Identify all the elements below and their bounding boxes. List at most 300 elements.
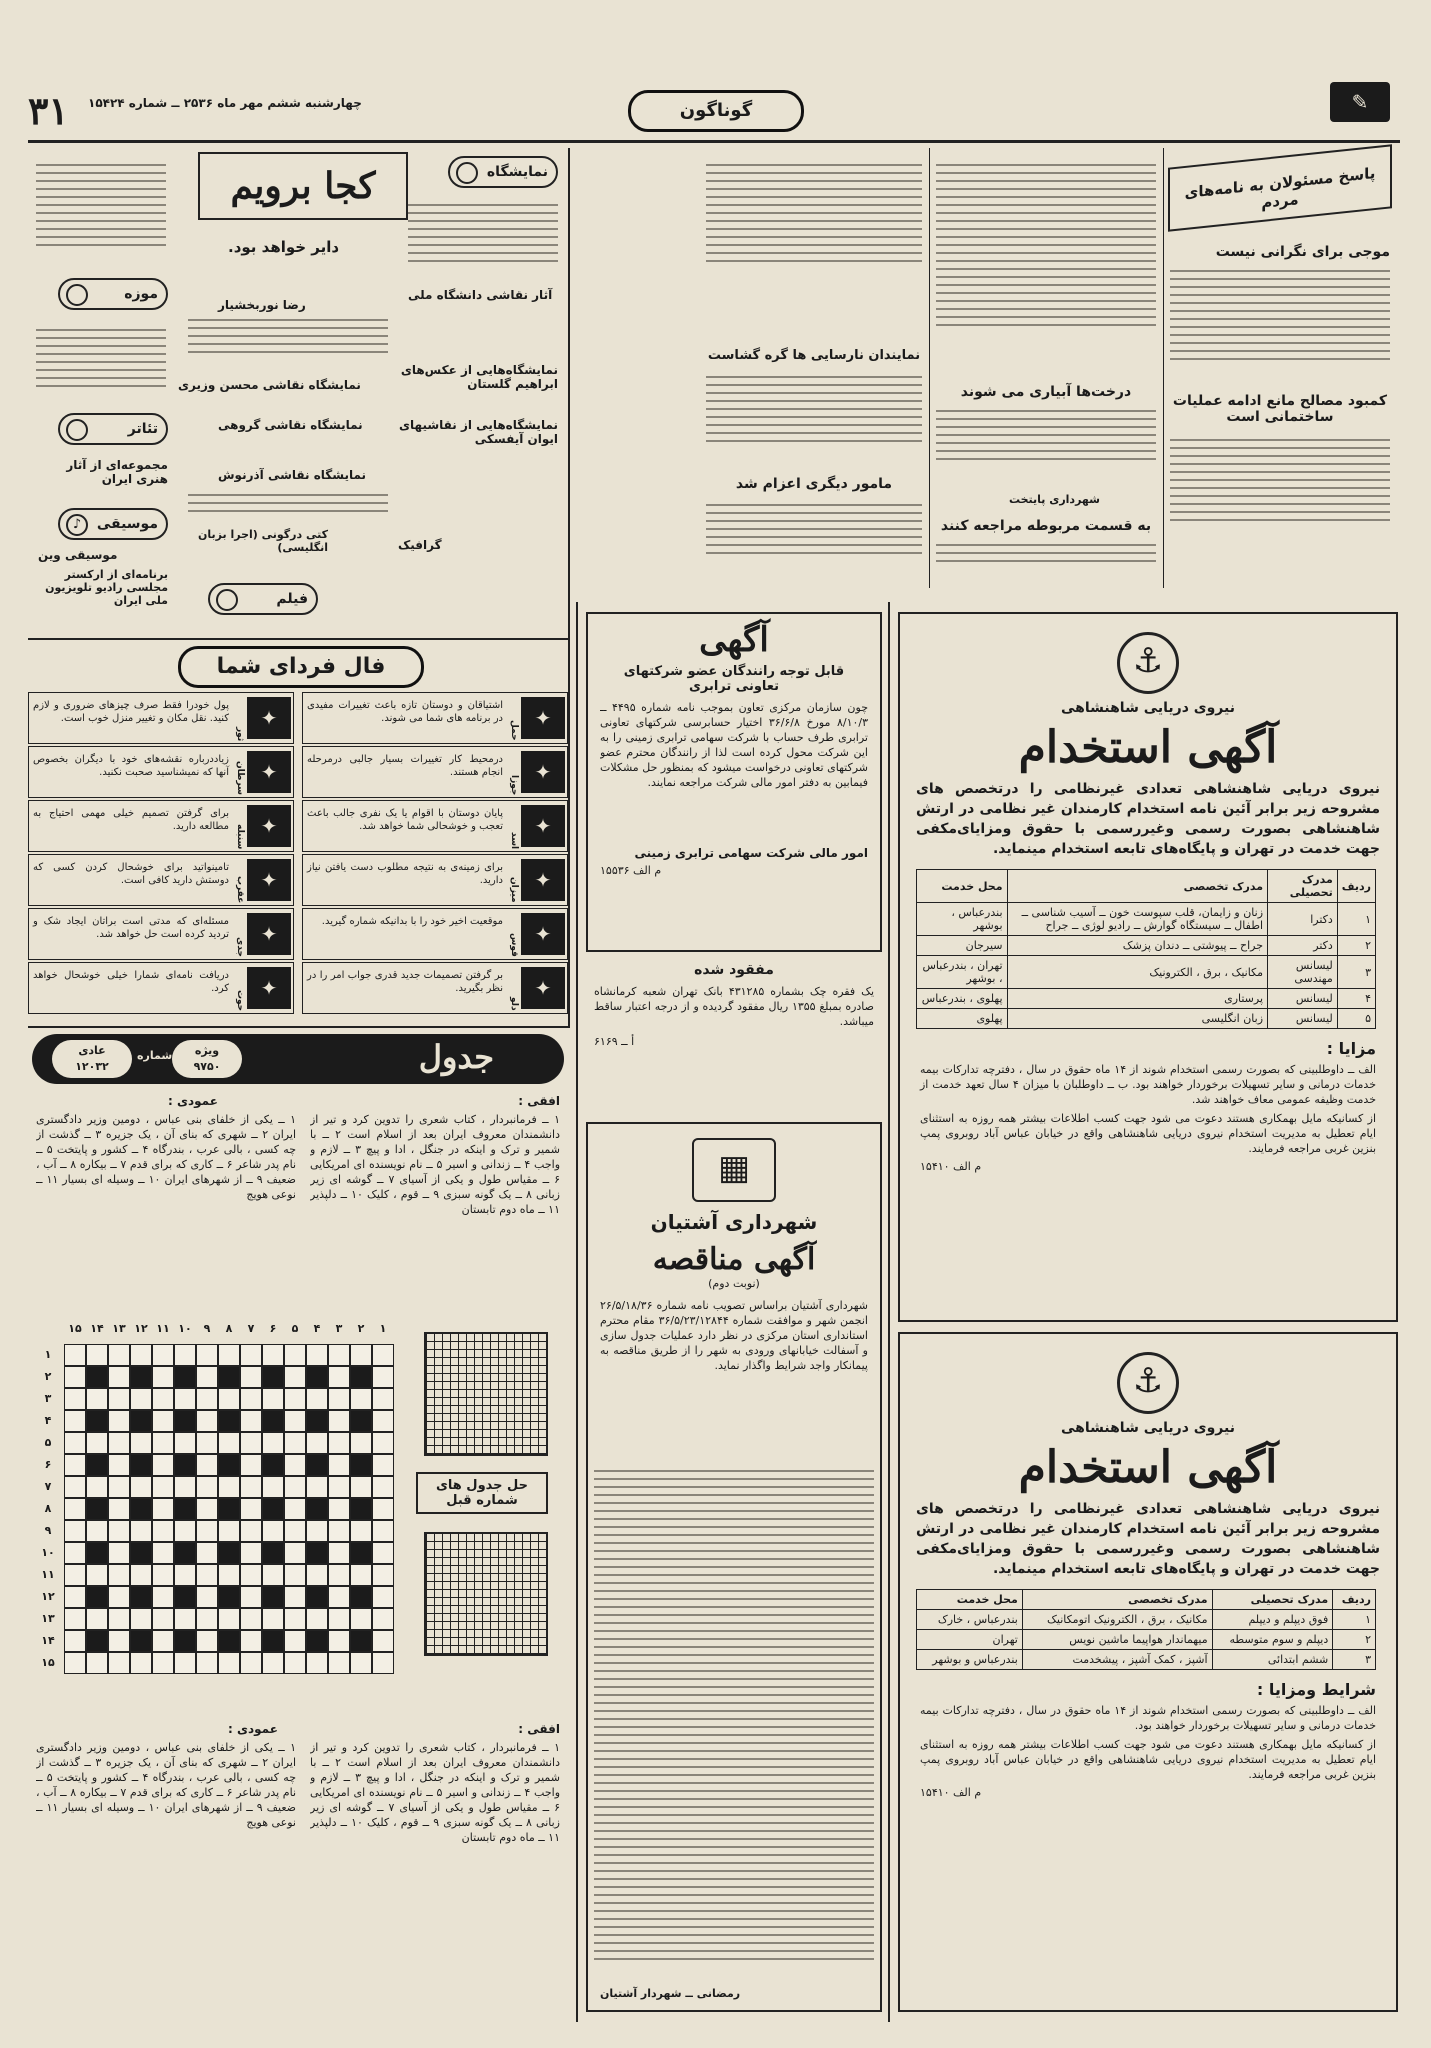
horoscope-text: دریافت نامه‌ای شمارا خیلی خوشحال خواهد کرد. [33, 970, 229, 994]
crossword-cell[interactable] [152, 1630, 174, 1652]
crossword-cell[interactable] [174, 1366, 196, 1388]
crossword-cell[interactable] [86, 1564, 108, 1586]
response-item-4-title: به قسمت مربوطه مراجعه کنند [940, 518, 1152, 534]
crossword-cell[interactable] [64, 1498, 86, 1520]
crossword-col-number: ۹ [203, 1322, 211, 1335]
koja-item-0: دایر خواهد بود. [228, 238, 340, 256]
crossword-cell[interactable] [108, 1476, 130, 1498]
crossword-cell[interactable] [196, 1498, 218, 1520]
crossword-cell[interactable] [372, 1498, 394, 1520]
crossword-cell[interactable] [306, 1366, 328, 1388]
crossword-cell[interactable] [108, 1432, 130, 1454]
crossword-cell[interactable] [64, 1630, 86, 1652]
table-cell: ۲ [1337, 936, 1375, 956]
horoscope-cell-11 [302, 962, 568, 1014]
crossword-cell[interactable] [240, 1432, 262, 1454]
crossword-cell[interactable] [86, 1630, 108, 1652]
navy-anchor-icon: ⚓ [1117, 632, 1179, 694]
crossword-cell[interactable] [152, 1652, 174, 1674]
crossword-cell[interactable] [108, 1564, 130, 1586]
koja-item-2: آثار نقاشی دانشگاه ملی [408, 288, 553, 302]
crossword-cell[interactable] [152, 1542, 174, 1564]
crossword-cell[interactable] [196, 1454, 218, 1476]
crossword-cell[interactable] [328, 1410, 350, 1432]
zodiac-icon: ✦ [521, 913, 565, 955]
crossword-cell[interactable] [262, 1432, 284, 1454]
crossword-cell[interactable] [284, 1454, 306, 1476]
crossword-cell[interactable] [372, 1542, 394, 1564]
crossword-row-number: ۱۱ [41, 1568, 55, 1581]
crossword-row-number: ۱ [44, 1348, 52, 1361]
crossword-cell[interactable] [284, 1652, 306, 1674]
crossword-cell[interactable] [284, 1564, 306, 1586]
crossword-cell[interactable] [64, 1652, 86, 1674]
crossword-cell[interactable] [284, 1608, 306, 1630]
navy-ad-1 [898, 612, 1398, 1322]
across-clues-2: ۱ ــ فرمانبردار ، کتاب شعری را تدوین کرد و تیر از دانشمندان معروف ایران بعد از اسلام است ۲ ــ با شمیر و ترک و اینکه در جنگل ، ادا و پیچ ۳ ــ لازم و واجب ۴ ــ زندانی و اسیر ۵ ــ نام نویسنده ای امریکایی ۶ ــ مقیاس طول و یکی از آسیای ۷ ــ گوشه ای زیر زبانی ۸ ــ یک گونه سبزی ۹ ــ قوم ، کلیک ۱۰ ــ دلپذیر ۱۱ ــ ماه دوم تابستان [310, 1741, 560, 1844]
crossword-cell[interactable] [262, 1366, 284, 1388]
crossword-cell[interactable] [196, 1344, 218, 1366]
lost-code: أ ــ ۶۱۶۹ [594, 1035, 635, 1048]
crossword-cell[interactable] [64, 1410, 86, 1432]
crossword-cell[interactable] [350, 1564, 372, 1586]
crossword-cell[interactable] [174, 1652, 196, 1674]
crossword-cell[interactable] [350, 1388, 372, 1410]
table-cell: ۳ [1333, 1650, 1376, 1670]
crossword-cell[interactable] [86, 1586, 108, 1608]
crossword-cell[interactable] [86, 1454, 108, 1476]
crossword-cell[interactable] [108, 1630, 130, 1652]
crossword-cell[interactable] [130, 1564, 152, 1586]
crossword-cell[interactable] [218, 1498, 240, 1520]
crossword-cell[interactable] [306, 1608, 328, 1630]
crossword-cell[interactable] [262, 1630, 284, 1652]
crossword-cell[interactable] [64, 1520, 86, 1542]
navy-anchor-icon-2: ⚓ [1117, 1352, 1179, 1414]
crossword-cell[interactable] [174, 1344, 196, 1366]
crossword-row-number: ۶ [44, 1458, 52, 1471]
table-row [917, 1610, 1376, 1630]
crossword-cell[interactable] [372, 1454, 394, 1476]
crossword-cell[interactable] [240, 1630, 262, 1652]
crossword-cell[interactable] [328, 1432, 350, 1454]
crossword-cell[interactable] [372, 1410, 394, 1432]
crossword-cell[interactable] [328, 1542, 350, 1564]
crossword-cell[interactable] [174, 1454, 196, 1476]
crossword-cell[interactable] [240, 1410, 262, 1432]
crossword-cell[interactable] [372, 1366, 394, 1388]
crossword-cell[interactable] [218, 1388, 240, 1410]
crossword-cell[interactable] [350, 1454, 372, 1476]
crossword-cell[interactable] [64, 1432, 86, 1454]
crossword-cell[interactable] [306, 1410, 328, 1432]
solution-grid-2 [424, 1532, 548, 1656]
crossword-cell[interactable] [218, 1410, 240, 1432]
crossword-cell[interactable] [130, 1608, 152, 1630]
crossword-cell[interactable] [284, 1520, 306, 1542]
crossword-cell[interactable] [152, 1432, 174, 1454]
across-clues-1: ۱ ــ فرمانبردار ، کتاب شعری را تدوین کرد و تیر از دانشمندان معروف ایران بعد از اسلام است ۲ ــ با شمیر و ترک و اینکه در جنگل ، ادا و پیچ ۳ ــ لازم و واجب ۴ ــ زندانی و اسیر ۵ ــ نام نویسنده ای امریکایی ۶ ــ مقیاس طول و یکی از آسیای ۷ ــ گوشه ای زیر زبانی ۸ ــ یک گونه سبزی ۹ ــ قوم ، کلیک ۱۰ ــ دلپذیر ۱۱ ــ ماه دوم تابستان [310, 1113, 560, 1216]
crossword-cell[interactable] [350, 1410, 372, 1432]
crossword-cell[interactable] [350, 1608, 372, 1630]
crossword-cell[interactable] [152, 1454, 174, 1476]
exhibition-label: نمایشگاه [486, 164, 548, 180]
koja-item-1: نمایشگاه نقاشی محسن وزیری [178, 378, 361, 392]
crossword-cell[interactable] [152, 1476, 174, 1498]
navy-ad-1-benefits-title: مزایا : [1326, 1039, 1376, 1058]
table-cell: تهران [917, 1630, 1023, 1650]
crossword-cell[interactable] [130, 1652, 152, 1674]
crossword-cell[interactable] [196, 1586, 218, 1608]
page-number: ۳۱ [28, 88, 69, 133]
crossword-cell[interactable] [64, 1586, 86, 1608]
crossword-cell[interactable] [86, 1520, 108, 1542]
crossword-cell[interactable] [174, 1520, 196, 1542]
section-exhibition [448, 156, 558, 188]
crossword-cell[interactable] [350, 1542, 372, 1564]
crossword-cell[interactable] [218, 1542, 240, 1564]
crossword-cell[interactable] [174, 1388, 196, 1410]
crossword-cell[interactable] [350, 1630, 372, 1652]
crossword-cell[interactable] [328, 1608, 350, 1630]
crossword-cell[interactable] [306, 1388, 328, 1410]
crossword-cell[interactable] [108, 1498, 130, 1520]
crossword-cell[interactable] [174, 1630, 196, 1652]
crossword-cell[interactable] [86, 1366, 108, 1388]
crossword-cell[interactable] [372, 1520, 394, 1542]
crossword-cell[interactable] [196, 1366, 218, 1388]
crossword-cell[interactable] [130, 1542, 152, 1564]
crossword-cell[interactable] [372, 1630, 394, 1652]
crossword-cell[interactable] [108, 1366, 130, 1388]
crossword-cell[interactable] [328, 1498, 350, 1520]
crossword-cell[interactable] [284, 1410, 306, 1432]
koja-col-a [36, 158, 166, 268]
crossword-cell[interactable] [284, 1344, 306, 1366]
crossword-cell[interactable] [306, 1454, 328, 1476]
crossword-cell[interactable] [152, 1410, 174, 1432]
crossword-cell[interactable] [328, 1630, 350, 1652]
crossword-cell[interactable] [196, 1520, 218, 1542]
crossword-cell[interactable] [240, 1520, 262, 1542]
crossword-cell[interactable] [130, 1520, 152, 1542]
museum-icon [66, 284, 88, 306]
crossword-cell[interactable] [240, 1344, 262, 1366]
crossword-cell[interactable] [108, 1608, 130, 1630]
crossword-cell[interactable] [262, 1520, 284, 1542]
crossword-cell[interactable] [218, 1586, 240, 1608]
crossword-row-number: ۱۵ [41, 1656, 55, 1669]
crossword-cell[interactable] [64, 1476, 86, 1498]
crossword-cell[interactable] [64, 1454, 86, 1476]
crossword-cell[interactable] [196, 1388, 218, 1410]
crossword-cell[interactable] [350, 1498, 372, 1520]
crossword-cell[interactable] [130, 1454, 152, 1476]
crossword-cell[interactable] [350, 1652, 372, 1674]
table-row [917, 956, 1376, 989]
table-cell: تهران ، بندرعباس ، بوشهر [917, 956, 1008, 989]
table-cell: ۱ [1337, 903, 1375, 936]
crossword-cell[interactable] [284, 1542, 306, 1564]
crossword-cell[interactable] [152, 1498, 174, 1520]
crossword-cell[interactable] [284, 1630, 306, 1652]
horoscope-text: برای زمینه‌ی به نتیجه مطلوب دست یافتن نیاز دارید. [307, 862, 503, 886]
response-item-1-body [1170, 264, 1390, 374]
crossword-cell[interactable] [86, 1344, 108, 1366]
section-music [58, 508, 168, 540]
crossword-cell[interactable] [240, 1476, 262, 1498]
crossword-cell[interactable] [86, 1388, 108, 1410]
crossword-cell[interactable] [372, 1608, 394, 1630]
crossword-cell[interactable] [240, 1564, 262, 1586]
crossword-cell[interactable] [262, 1542, 284, 1564]
horoscope-text: درمحیط کار تغییرات بسیار جالبی درمرحله انجام هستند. [307, 754, 503, 778]
crossword-cell[interactable] [306, 1652, 328, 1674]
crossword-cell[interactable] [262, 1652, 284, 1674]
crossword-cell[interactable] [152, 1388, 174, 1410]
crossword-cell[interactable] [240, 1542, 262, 1564]
kojabravim-title: کجا برویم [230, 165, 376, 207]
crossword-cell[interactable] [306, 1432, 328, 1454]
crossword-cell[interactable] [262, 1476, 284, 1498]
crossword-cell[interactable] [196, 1432, 218, 1454]
response-col3-body [706, 158, 922, 298]
crossword-cell[interactable] [174, 1476, 196, 1498]
crossword-cell[interactable] [328, 1586, 350, 1608]
crossword-cell[interactable] [218, 1476, 240, 1498]
crossword-cell[interactable] [240, 1498, 262, 1520]
table-header: مدرک تحصیلی [1268, 870, 1338, 903]
navy-ad-2-title: آگهی استخدام [1018, 1442, 1278, 1493]
section-film [208, 583, 318, 615]
crossword-cell[interactable] [108, 1586, 130, 1608]
crossword-cell[interactable] [86, 1476, 108, 1498]
crossword-cell[interactable] [130, 1476, 152, 1498]
crossword-cell[interactable] [86, 1432, 108, 1454]
crossword-cell[interactable] [240, 1454, 262, 1476]
crossword-cell[interactable] [262, 1388, 284, 1410]
crossword-cell[interactable] [350, 1344, 372, 1366]
crossword-cell[interactable] [130, 1498, 152, 1520]
crossword-cell[interactable] [262, 1344, 284, 1366]
crossword-cell[interactable] [86, 1410, 108, 1432]
table-cell: سیرجان [917, 936, 1008, 956]
horoscope-title: فال فردای شما [178, 646, 424, 688]
crossword-cell[interactable] [284, 1586, 306, 1608]
table-cell: لیسانس [1268, 1009, 1338, 1029]
crossword-cell[interactable] [328, 1564, 350, 1586]
crossword-cell[interactable] [350, 1476, 372, 1498]
crossword-cell[interactable] [196, 1476, 218, 1498]
crossword-cell[interactable] [64, 1366, 86, 1388]
crossword-cell[interactable] [306, 1498, 328, 1520]
crossword-cell[interactable] [108, 1520, 130, 1542]
crossword-cell[interactable] [108, 1542, 130, 1564]
crossword-cell[interactable] [86, 1498, 108, 1520]
crossword-col-number: ۴ [313, 1322, 321, 1335]
crossword-cell[interactable] [328, 1388, 350, 1410]
crossword-cell[interactable] [284, 1388, 306, 1410]
crossword-cell[interactable] [328, 1454, 350, 1476]
crossword-cell[interactable] [372, 1652, 394, 1674]
section-museum [58, 278, 168, 310]
crossword-cell[interactable] [284, 1498, 306, 1520]
lost-body: یک فقره چک بشماره ۴۳۱۲۸۵ بانک تهران شعبه کرمانشاه صادره بمبلغ ۱۳۵۵ ریال مفقود گردیده و از درجه اعتبار ساقط میباشد. [594, 985, 875, 1028]
crossword-cell[interactable] [174, 1586, 196, 1608]
crossword-cell[interactable] [262, 1454, 284, 1476]
crossword-cell[interactable] [130, 1630, 152, 1652]
crossword-cell[interactable] [328, 1652, 350, 1674]
zodiac-icon: ✦ [521, 967, 565, 1009]
crossword-cell[interactable] [306, 1344, 328, 1366]
crossword-cell[interactable] [262, 1498, 284, 1520]
crossword-cell[interactable] [108, 1454, 130, 1476]
crossword-cell[interactable] [130, 1586, 152, 1608]
crossword-cell[interactable] [64, 1542, 86, 1564]
crossword-cell[interactable] [86, 1608, 108, 1630]
music-note-icon: ♪ [66, 514, 88, 536]
crossword-cell[interactable] [262, 1564, 284, 1586]
crossword-cell[interactable] [218, 1432, 240, 1454]
crossword-cell[interactable] [152, 1344, 174, 1366]
crossword-cell[interactable] [306, 1520, 328, 1542]
crossword-cell[interactable] [240, 1608, 262, 1630]
crossword-cell[interactable] [218, 1366, 240, 1388]
crossword-cell[interactable] [64, 1608, 86, 1630]
crossword-cell[interactable] [218, 1630, 240, 1652]
crossword-cell[interactable] [64, 1564, 86, 1586]
crossword-cell[interactable] [262, 1608, 284, 1630]
crossword-col-number: ۶ [269, 1322, 277, 1335]
crossword-cell[interactable] [108, 1652, 130, 1674]
zodiac-icon: ✦ [247, 751, 291, 793]
crossword-cell[interactable] [152, 1564, 174, 1586]
crossword-cell[interactable] [174, 1542, 196, 1564]
horoscope-cell-7 [302, 854, 568, 906]
crossword-cell[interactable] [240, 1366, 262, 1388]
section-banner: گوناگون [628, 90, 804, 132]
crossword-cell[interactable] [218, 1608, 240, 1630]
crossword-cell[interactable] [174, 1498, 196, 1520]
crossword-cell[interactable] [130, 1432, 152, 1454]
crossword-cell[interactable] [350, 1366, 372, 1388]
zodiac-icon: ✦ [247, 859, 291, 901]
crossword-cell[interactable] [328, 1476, 350, 1498]
table-row [917, 1009, 1376, 1029]
crossword-cell[interactable] [218, 1454, 240, 1476]
table-cell: ۲ [1333, 1630, 1376, 1650]
crossword-cell[interactable] [328, 1366, 350, 1388]
crossword-cell[interactable] [262, 1586, 284, 1608]
down-label-2: عمودی : [228, 1722, 278, 1736]
crossword-cell[interactable] [64, 1344, 86, 1366]
crossword-cell[interactable] [86, 1652, 108, 1674]
crossword-cell[interactable] [152, 1520, 174, 1542]
navy-ad-2-intro: نیروی دریایی شاهنشاهی تعدادی غیرنظامی را درتخصص های مشروحه زیر برابر آئین نامه استخدام کارمندان غیر نظامی در ارتش شاهنشاهی بصورت رسمی وغیررسمی با حقوق ومزایای‌مکفی جهت خدمت در تهران و پایگاه‌های تابعه استخدام مینماید. [916, 1501, 1380, 1577]
navy-ad-2-benefits-title: شرایط ومزایا : [1256, 1680, 1376, 1699]
crossword-cell[interactable] [218, 1564, 240, 1586]
crossword-cell[interactable] [350, 1432, 372, 1454]
municipality-subtitle: (نوبت دوم) [708, 1277, 760, 1290]
advert-tarabari-body: چون سازمان مرکزی تعاون بموجب نامه شماره ۴۴۹۵ ــ ۸/۱۰/۳ مورخ ۳۶/۶/۸ اختیار حسابرسی شرکتهای تعاونی ترابری طرف حساب با شرکت سهامی ترابری زمینی را به این شرکت محول کرده است لذا از رانندگان محترم عضو شرکتهای تعاونی درخواست میشود که بمنظور حل مشکلات فیمابین به دفتر امور مالی شرکت مراجعه نمایند. [600, 701, 868, 789]
crossword-cell[interactable] [306, 1564, 328, 1586]
crossword-cell[interactable] [306, 1542, 328, 1564]
zodiac-sign: جوزا [509, 774, 519, 795]
crossword-cell[interactable] [350, 1520, 372, 1542]
crossword-cell[interactable] [196, 1542, 218, 1564]
crossword-cell[interactable] [108, 1388, 130, 1410]
crossword-cell[interactable] [284, 1432, 306, 1454]
zodiac-sign: دلو [509, 997, 519, 1011]
zodiac-icon: ✦ [521, 697, 565, 739]
crossword-cell[interactable] [174, 1432, 196, 1454]
crossword-cell[interactable] [152, 1586, 174, 1608]
crossword-cell[interactable] [174, 1410, 196, 1432]
crossword-cell[interactable] [372, 1388, 394, 1410]
crossword-cell[interactable] [372, 1476, 394, 1498]
crossword-cell[interactable] [262, 1410, 284, 1432]
crossword-cell[interactable] [152, 1366, 174, 1388]
crossword-cell[interactable] [196, 1608, 218, 1630]
table-row [917, 903, 1376, 936]
zodiac-sign: حوت [235, 989, 245, 1011]
crossword-cell[interactable] [218, 1652, 240, 1674]
crossword-cell[interactable] [130, 1344, 152, 1366]
crossword-cell[interactable] [284, 1366, 306, 1388]
crossword-cell[interactable] [196, 1652, 218, 1674]
crossword-cell[interactable] [218, 1344, 240, 1366]
crossword-cell[interactable] [372, 1564, 394, 1586]
crossword-cell[interactable] [306, 1630, 328, 1652]
crossword-cell[interactable] [328, 1344, 350, 1366]
crossword-cell[interactable] [196, 1630, 218, 1652]
crossword-cell[interactable] [240, 1586, 262, 1608]
crossword-cell[interactable] [108, 1344, 130, 1366]
crossword-cell[interactable] [350, 1586, 372, 1608]
crossword-cell[interactable] [130, 1388, 152, 1410]
crossword-cell[interactable] [174, 1608, 196, 1630]
crossword-cell[interactable] [218, 1520, 240, 1542]
crossword-cell[interactable] [130, 1366, 152, 1388]
crossword-cell[interactable] [174, 1564, 196, 1586]
crossword-cell[interactable] [152, 1608, 174, 1630]
response-item-4-body [936, 538, 1156, 578]
table-cell: لیسانس [1268, 989, 1338, 1009]
crossword-cell[interactable] [196, 1564, 218, 1586]
crossword-cell[interactable] [328, 1520, 350, 1542]
crossword-cell[interactable] [372, 1432, 394, 1454]
navy-ad-1-title: آگهی استخدام [1018, 722, 1278, 773]
crossword-cell[interactable] [372, 1586, 394, 1608]
crossword-cell[interactable] [130, 1410, 152, 1432]
zodiac-icon: ✦ [247, 913, 291, 955]
crossword-row-number: ۱۴ [41, 1634, 55, 1647]
crossword-cell[interactable] [240, 1388, 262, 1410]
crossword-cell[interactable] [372, 1344, 394, 1366]
horoscope-cell-8 [28, 854, 294, 906]
crossword-cell[interactable] [196, 1410, 218, 1432]
crossword-cell[interactable] [108, 1410, 130, 1432]
koja-col-d [408, 198, 558, 288]
crossword-cell[interactable] [306, 1586, 328, 1608]
crossword-cell[interactable] [86, 1542, 108, 1564]
table-cell: فوق دیپلم و دیپلم [1212, 1610, 1333, 1630]
crossword-cell[interactable] [306, 1476, 328, 1498]
crossword-cell[interactable] [64, 1388, 86, 1410]
crossword-cell[interactable] [284, 1476, 306, 1498]
crossword-col-number: ۱۱ [156, 1322, 170, 1335]
crossword-cell[interactable] [240, 1652, 262, 1674]
